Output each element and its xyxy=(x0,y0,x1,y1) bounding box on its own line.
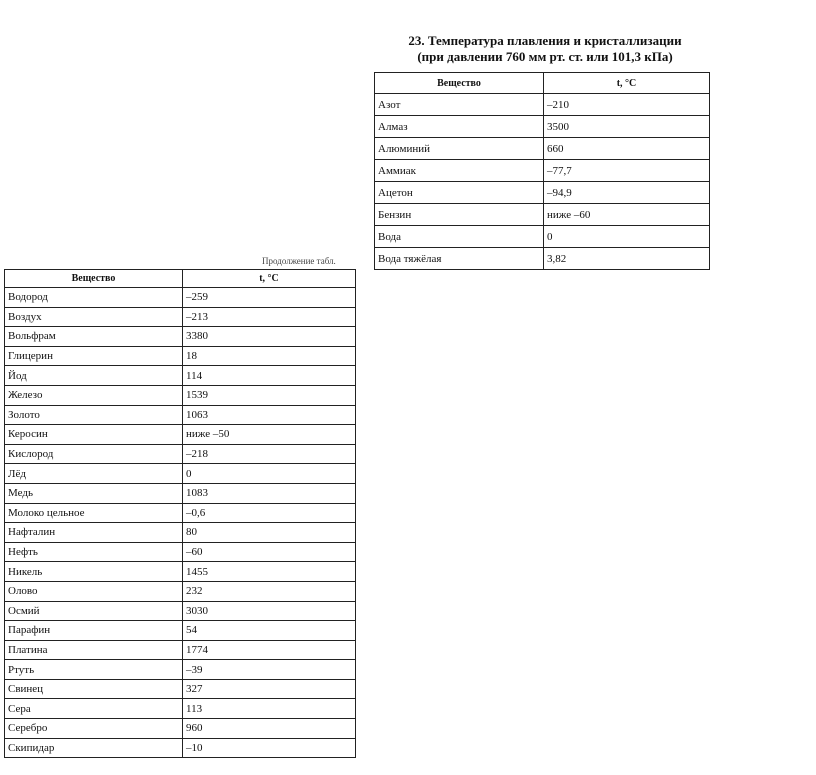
header-temp: t, °C xyxy=(544,73,710,94)
title-line-2: (при давлении 760 мм рт. ст. или 101,3 кПа) xyxy=(417,49,673,64)
temperature-cell: 0 xyxy=(544,226,710,248)
header-substance: Вещество xyxy=(375,73,544,94)
substance-cell: Никель xyxy=(5,562,183,582)
substance-cell: Йод xyxy=(5,366,183,386)
temperature-cell: 1063 xyxy=(183,405,356,425)
table-row xyxy=(5,523,356,543)
table-row xyxy=(5,346,356,366)
table-row xyxy=(375,116,710,138)
substance-cell: Лёд xyxy=(5,464,183,484)
substance-cell: Водород xyxy=(5,288,183,308)
temperature-cell: ниже –50 xyxy=(183,425,356,445)
table-row xyxy=(5,601,356,621)
substance-cell: Аммиак xyxy=(375,160,544,182)
table-row xyxy=(5,483,356,503)
substance-cell: Воздух xyxy=(5,307,183,327)
table-row xyxy=(5,621,356,641)
table-row xyxy=(5,288,356,308)
table-row xyxy=(5,425,356,445)
substance-cell: Вольфрам xyxy=(5,327,183,347)
temperature-cell: 232 xyxy=(183,581,356,601)
temperature-cell: 1455 xyxy=(183,562,356,582)
substance-cell: Бензин xyxy=(375,204,544,226)
temperature-cell: –213 xyxy=(183,307,356,327)
table-row xyxy=(375,248,710,270)
temperature-cell: 1083 xyxy=(183,483,356,503)
temperature-cell: 3380 xyxy=(183,327,356,347)
substance-cell: Азот xyxy=(375,94,544,116)
header-temp: t, °C xyxy=(183,270,356,288)
title-line-1: 23. Температура плавления и кристаллизации xyxy=(408,33,682,48)
table-row xyxy=(5,366,356,386)
substance-cell: Медь xyxy=(5,483,183,503)
table-row xyxy=(375,160,710,182)
temperature-cell: –210 xyxy=(544,94,710,116)
table-row xyxy=(5,719,356,739)
substance-cell: Сера xyxy=(5,699,183,719)
substance-cell: Осмий xyxy=(5,601,183,621)
substance-cell: Свинец xyxy=(5,679,183,699)
temperature-cell: –259 xyxy=(183,288,356,308)
table-header-row xyxy=(5,270,356,288)
temperature-cell: –218 xyxy=(183,444,356,464)
substance-cell: Молоко цельное xyxy=(5,503,183,523)
substance-cell: Скипидар xyxy=(5,738,183,758)
temperature-cell: 660 xyxy=(544,138,710,160)
temperature-cell: –39 xyxy=(183,660,356,680)
substance-cell: Вода тяжёлая xyxy=(375,248,544,270)
substance-cell: Алмаз xyxy=(375,116,544,138)
table-row xyxy=(375,138,710,160)
temperature-cell: –60 xyxy=(183,542,356,562)
temperature-cell: 1774 xyxy=(183,640,356,660)
table-row xyxy=(5,385,356,405)
temperature-cell: 960 xyxy=(183,719,356,739)
table-row xyxy=(5,581,356,601)
table-row xyxy=(5,542,356,562)
continuation-caption: Продолжение табл. xyxy=(262,256,336,266)
table-row xyxy=(375,226,710,248)
substance-cell: Железо xyxy=(5,385,183,405)
temperature-cell: 3030 xyxy=(183,601,356,621)
temperature-cell: –94,9 xyxy=(544,182,710,204)
temperature-cell: 54 xyxy=(183,621,356,641)
substance-cell: Нефть xyxy=(5,542,183,562)
table-row xyxy=(375,204,710,226)
table-row xyxy=(375,94,710,116)
temperature-cell: –77,7 xyxy=(544,160,710,182)
temperature-cell: 114 xyxy=(183,366,356,386)
temperature-cell: 3500 xyxy=(544,116,710,138)
substance-cell: Кислород xyxy=(5,444,183,464)
table-row xyxy=(5,660,356,680)
table-row xyxy=(5,738,356,758)
substance-cell: Олово xyxy=(5,581,183,601)
melting-table-23 xyxy=(374,72,710,270)
temperature-cell: ниже –60 xyxy=(544,204,710,226)
table-row xyxy=(5,405,356,425)
temperature-cell: 113 xyxy=(183,699,356,719)
substance-cell: Золото xyxy=(5,405,183,425)
temperature-cell: 1539 xyxy=(183,385,356,405)
substance-cell: Парафин xyxy=(5,621,183,641)
table-row xyxy=(375,182,710,204)
substance-cell: Глицерин xyxy=(5,346,183,366)
temperature-cell: 327 xyxy=(183,679,356,699)
table-row xyxy=(5,307,356,327)
substance-cell: Алюминий xyxy=(375,138,544,160)
table-row xyxy=(5,503,356,523)
substance-cell: Серебро xyxy=(5,719,183,739)
table-row xyxy=(5,444,356,464)
temperature-cell: –10 xyxy=(183,738,356,758)
table-row xyxy=(5,464,356,484)
substance-cell: Керосин xyxy=(5,425,183,445)
substance-cell: Вода xyxy=(375,226,544,248)
melting-table-continued xyxy=(4,269,356,758)
substance-cell: Нафталин xyxy=(5,523,183,543)
table-23-title xyxy=(380,33,710,65)
table-row xyxy=(5,640,356,660)
table-header-row xyxy=(375,73,710,94)
temperature-cell: –0,6 xyxy=(183,503,356,523)
temperature-cell: 80 xyxy=(183,523,356,543)
temperature-cell: 3,82 xyxy=(544,248,710,270)
header-substance: Вещество xyxy=(5,270,183,288)
substance-cell: Платина xyxy=(5,640,183,660)
table-row xyxy=(5,679,356,699)
table-row xyxy=(5,562,356,582)
substance-cell: Ртуть xyxy=(5,660,183,680)
temperature-cell: 18 xyxy=(183,346,356,366)
table-row xyxy=(5,699,356,719)
substance-cell: Ацетон xyxy=(375,182,544,204)
temperature-cell: 0 xyxy=(183,464,356,484)
table-row xyxy=(5,327,356,347)
